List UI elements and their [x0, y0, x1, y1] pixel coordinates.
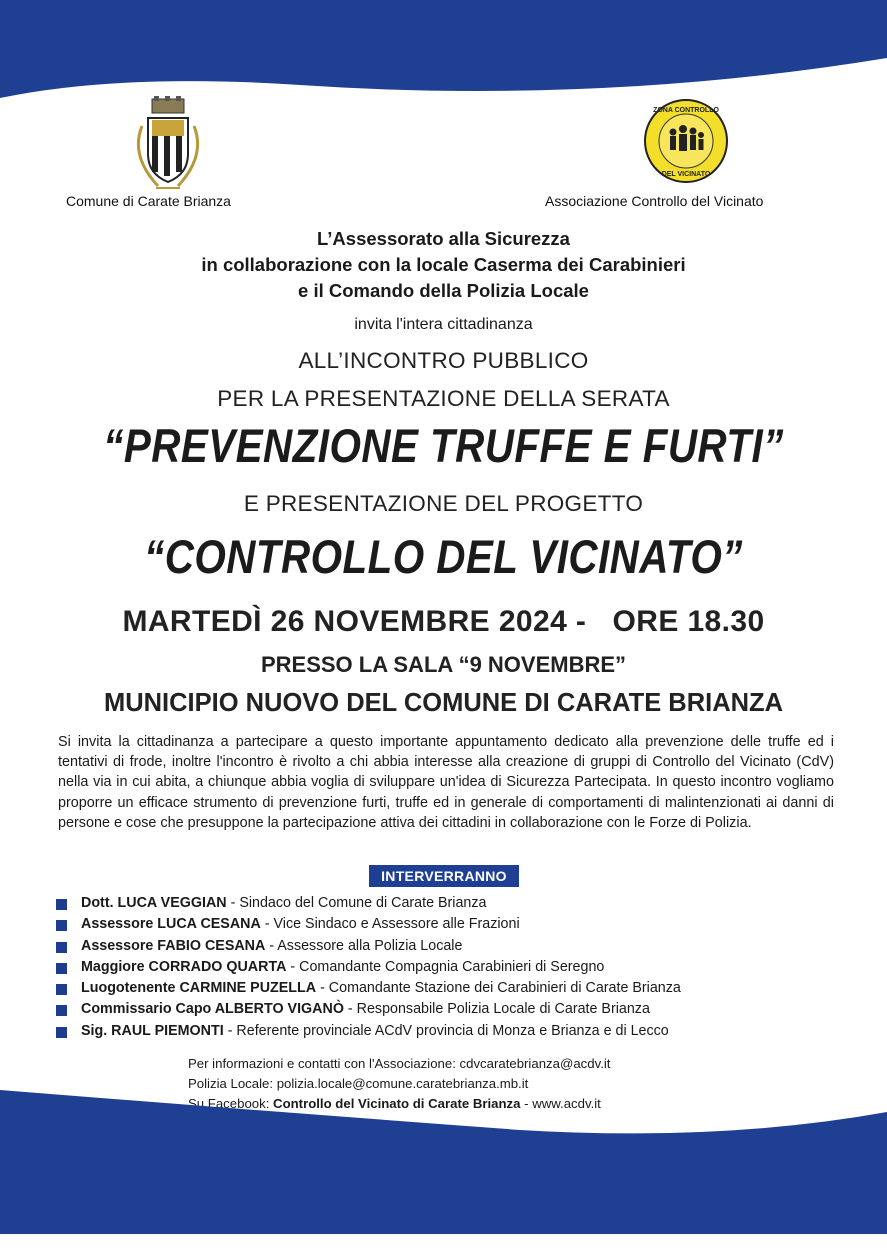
logo-text-bottom: DEL VICINATO [661, 171, 711, 178]
event-date: MARTEDÌ 26 NOVEMBRE 2024 - [122, 605, 587, 638]
speaker-name: Commissario Capo ALBERTO VIGANÒ [81, 1001, 344, 1018]
speaker-item [56, 893, 856, 914]
speaker-role: - Referente provinciale ACdV provincia di Monza e Brianza e di Lecco [223, 1022, 669, 1039]
speaker-item [56, 999, 856, 1020]
headline-line-1: ALL’INCONTRO PUBBLICO [298, 348, 589, 373]
intro-line-3: e il Comando della Polizia Locale [298, 280, 589, 301]
bullet-square-icon [56, 1027, 67, 1038]
headline-line-3: E PRESENTAZIONE DEL PROGETTO [243, 491, 644, 516]
speaker-item [56, 1021, 856, 1042]
right-logo-caption: Associazione Controllo del Vicinato [545, 193, 764, 209]
event-date-time [0, 605, 887, 639]
speaker-name: Sig. RAUL PIEMONTI [81, 1022, 224, 1039]
speaker-name: Maggiore CORRADO QUARTA [81, 958, 287, 975]
speaker-role: - Sindaco del Comune di Carate Brianza [226, 895, 487, 911]
bullet-square-icon [56, 899, 67, 910]
description-paragraph: Si invita la cittadinanza a partecipare a questo importante appuntamento dedicato alla prevenzione delle truffe ed i tentativi di frode, inoltre l'incontro è rivolto a chi abbia interesse alla creazione di gruppi di Controllo del Vicinato (CdV) nella via in cui abita, a chiunque abbia voglia di sviluppare un'idea di Sicurezza Partecipata. In questo incontro vogliamo proporre un efficace strumento di prevenzione furti, truffe ed in generale di comportamenti di malintenzionati ai danni di persone e cose che presuppone la partecipazione attiva dei cittadini in collaborazione con le Forze di Polizia. [58, 734, 834, 831]
bullet-square-icon [56, 984, 67, 995]
event-venue: PRESSO LA SALA “9 NOVEMBRE” [260, 652, 627, 677]
speaker-item [56, 957, 856, 978]
facebook-prefix: Su Facebook: [188, 1096, 274, 1111]
speakers-heading-badge: INTERVERRANNO [369, 865, 519, 887]
website: - www.acdv.it [520, 1096, 601, 1111]
contact-association: Per informazioni e contatti con l'Associazione: cdvcaratebrianza@acdv.it [188, 1056, 611, 1071]
bullet-square-icon [56, 1005, 67, 1016]
speaker-name: Luogotenente CARMINE PUZELLA [81, 980, 317, 997]
event-municipality: MUNICIPIO NUOVO DEL COMUNE DI CARATE BRIANZA [103, 689, 784, 717]
intro-line-1: L’Assessorato alla Sicurezza [317, 228, 570, 249]
contact-polizia: Polizia Locale: polizia.locale@comune.caratebrianza.mb.it [188, 1076, 529, 1091]
speaker-role: - Comandante Compagnia Carabinieri di Seregno [286, 958, 605, 975]
bottom-blue-band [0, 1082, 887, 1251]
speakers-list [56, 893, 856, 1042]
speaker-name: Assessore FABIO CESANA [81, 937, 266, 954]
controllo-vicinato-logo [643, 98, 729, 184]
event-title-1: “PREVENZIONE TRUFFE E FURTI” [103, 419, 784, 472]
carate-brianza-crest-logo [128, 96, 208, 196]
speaker-item [56, 978, 856, 999]
speaker-name: Dott. LUCA VEGGIAN [81, 895, 227, 911]
bullet-square-icon [56, 963, 67, 974]
event-title-2: “CONTROLLO DEL VICINATO” [144, 530, 743, 583]
intro-line-2: in collaborazione con la locale Caserma dei Carabinieri [201, 254, 686, 275]
speaker-role: - Vice Sindaco e Assessore alle Frazioni [260, 916, 520, 933]
speaker-role: - Comandante Stazione dei Carabinieri di Carate Brianza [316, 980, 681, 997]
invite-text: invita l'intera cittadinanza [354, 316, 533, 333]
bullet-square-icon [56, 942, 67, 953]
bullet-square-icon [56, 920, 67, 931]
facebook-page-name: Controllo del Vicinato di Carate Brianza [273, 1096, 521, 1111]
speaker-item [56, 936, 856, 957]
logo-text-top: ZONA CONTROLLO [653, 107, 719, 114]
left-logo-caption: Comune di Carate Brianza [66, 193, 231, 209]
speaker-item [56, 914, 856, 935]
event-time: ORE 18.30 [612, 605, 765, 638]
speaker-role: - Responsabile Polizia Locale di Carate Brianza [343, 1001, 650, 1018]
speaker-name: Assessore LUCA CESANA [81, 916, 261, 933]
speaker-role: - Assessore alla Polizia Locale [265, 937, 463, 954]
headline-line-2: PER LA PRESENTAZIONE DELLA SERATA [217, 386, 670, 411]
